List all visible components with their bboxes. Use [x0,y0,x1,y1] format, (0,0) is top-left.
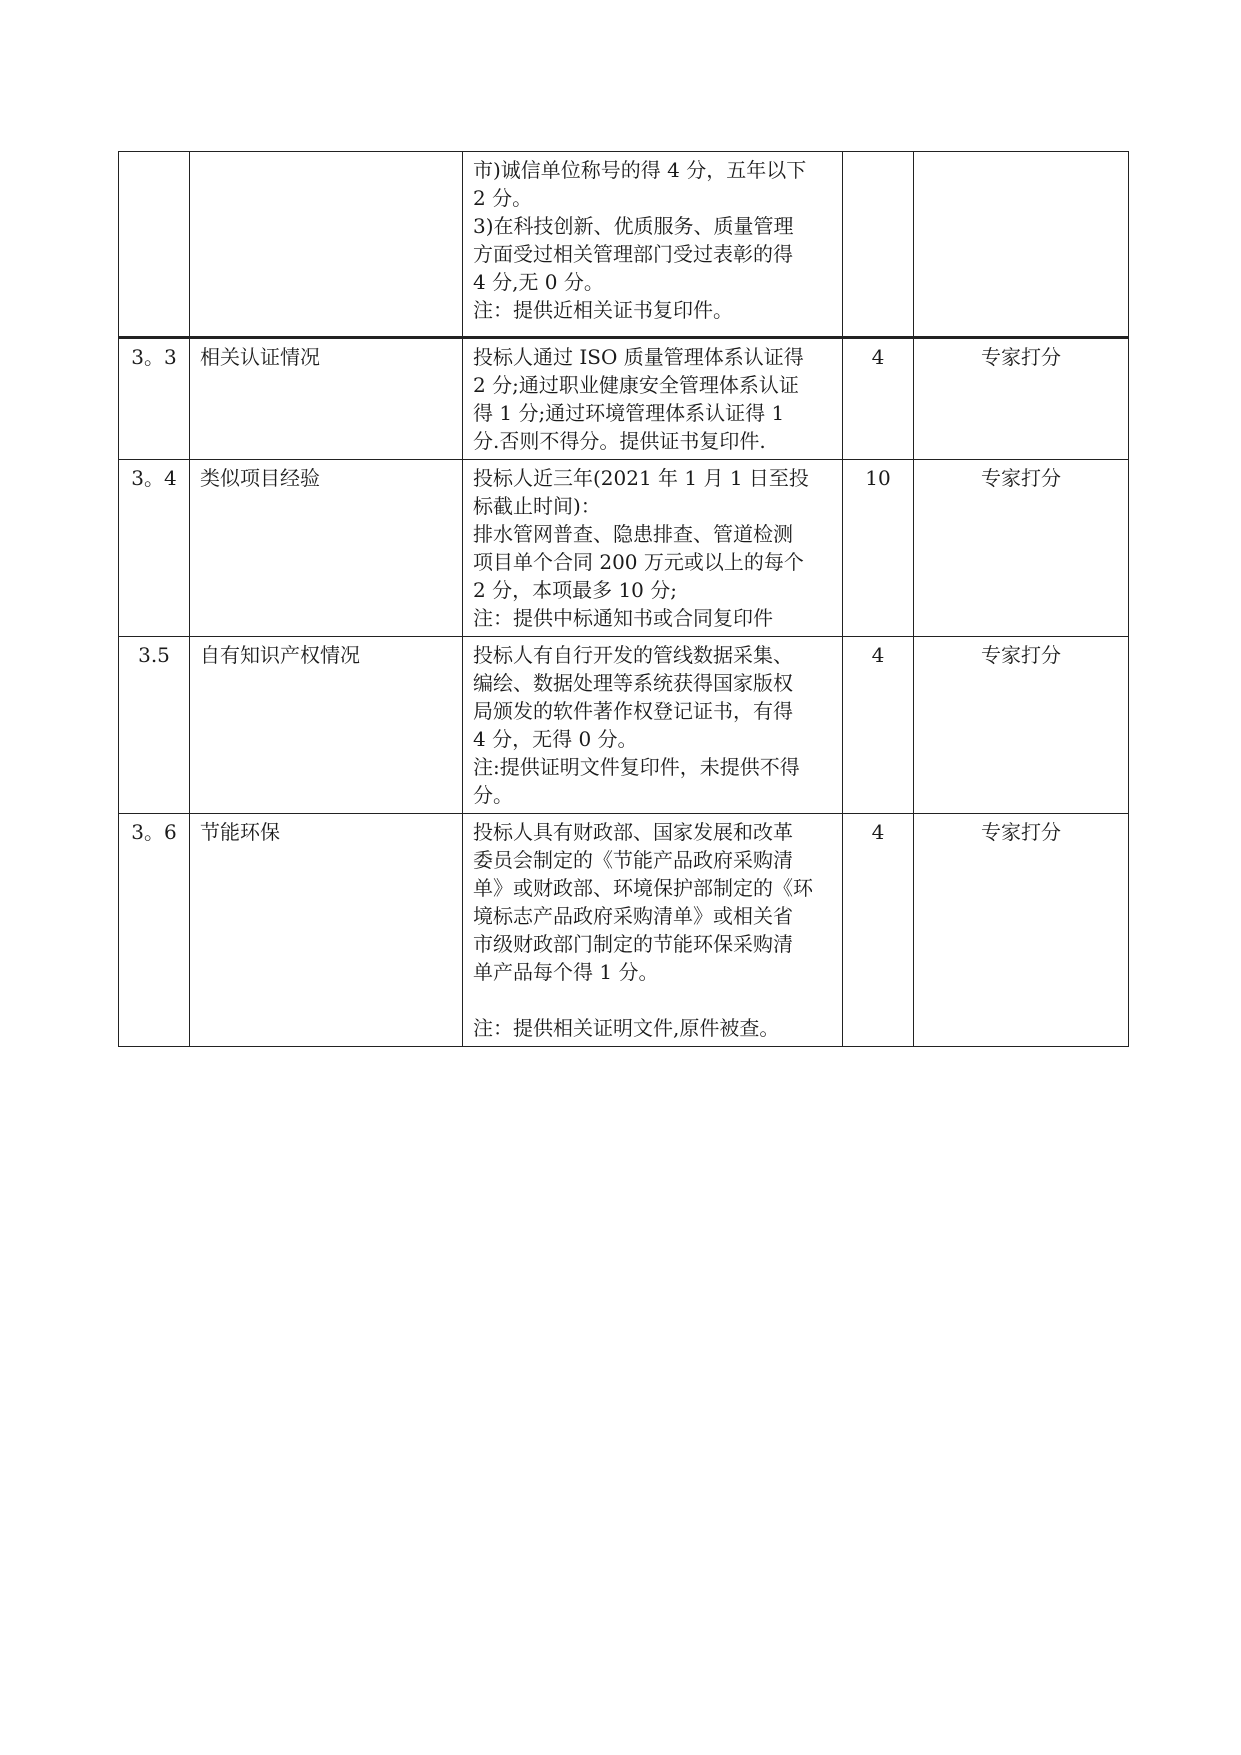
score-cell: 4 [843,338,914,460]
criteria-cell [463,338,843,460]
table-row [119,460,1129,637]
table-row [119,637,1129,814]
criteria-line: 注：提供中标通知书或合同复印件 [473,606,773,630]
criteria-line: 投标人具有财政部、国家发展和改革 [473,820,793,844]
criteria-cell [463,814,843,1047]
row-number-cell: 3.5 [119,637,190,814]
criteria-line: 编绘、数据处理等系统获得国家版权 [473,671,793,695]
criteria-line: 委员会制定的《节能产品政府采购清 [473,848,793,872]
criteria-cell [463,637,843,814]
item-name-cell: 节能环保 [190,814,463,1047]
criteria-line: 单》或财政部、环境保护部制定的《环 [473,876,813,900]
row-number-cell [119,152,190,338]
criteria-line: 注:提供证明文件复印件，未提供不得 [473,755,800,779]
criteria-line: 单产品每个得 1 分。 [473,960,659,984]
method-cell [914,152,1129,338]
score-cell [843,152,914,338]
criteria-line: 3)在科技创新、优质服务、质量管理 [473,214,794,238]
table-row [119,814,1129,1047]
score-cell: 4 [843,637,914,814]
criteria-line: 境标志产品政府采购清单》或相关省 [473,904,793,928]
criteria-line: 注：提供相关证明文件,原件被查。 [473,1016,780,1040]
row-number-cell: 3。6 [119,814,190,1047]
item-name-cell: 类似项目经验 [190,460,463,637]
criteria-line: 4 分，无得 0 分。 [473,727,638,751]
table-row [119,152,1129,338]
criteria-line: 局颁发的软件著作权登记证书，有得 [473,699,793,723]
criteria-line: 分。 [473,783,513,807]
criteria-line: 投标人通过 ISO 质量管理体系认证得 [473,345,804,369]
criteria-line: 市)诚信单位称号的得 4 分，五年以下 [473,158,807,182]
method-cell: 专家打分 [914,814,1129,1047]
criteria-line: 投标人近三年(2021 年 1 月 1 日至投 [473,466,809,490]
method-cell: 专家打分 [914,338,1129,460]
row-number-cell: 3。4 [119,460,190,637]
item-name-cell: 自有知识产权情况 [190,637,463,814]
criteria-line: 分.否则不得分。提供证书复印件. [473,429,766,453]
score-cell: 10 [843,460,914,637]
criteria-cell [463,152,843,338]
score-cell: 4 [843,814,914,1047]
item-name-cell [190,152,463,338]
criteria-line: 排水管网普查、隐患排查、管道检测 [473,522,793,546]
criteria-line: 4 分,无 0 分。 [473,270,604,294]
table-row [119,338,1129,460]
criteria-line: 投标人有自行开发的管线数据采集、 [473,643,793,667]
criteria-line: 标截止时间)： [473,494,601,518]
method-cell: 专家打分 [914,460,1129,637]
criteria-line: 注：提供近相关证书复印件。 [473,298,733,322]
criteria-line: 2 分;通过职业健康安全管理体系认证 [473,373,799,397]
criteria-blank-line [473,986,832,1014]
item-name-cell: 相关认证情况 [190,338,463,460]
method-cell: 专家打分 [914,637,1129,814]
row-number-cell: 3。3 [119,338,190,460]
criteria-line: 2 分。 [473,186,533,210]
criteria-line: 2 分，本项最多 10 分; [473,578,677,602]
criteria-line: 得 1 分;通过环境管理体系认证得 1 [473,401,785,425]
criteria-line: 项目单个合同 200 万元或以上的每个 [473,550,804,574]
scoring-table [118,151,1129,1047]
criteria-cell [463,460,843,637]
criteria-line: 市级财政部门制定的节能环保采购清 [473,932,793,956]
criteria-line: 方面受过相关管理部门受过表彰的得 [473,242,793,266]
